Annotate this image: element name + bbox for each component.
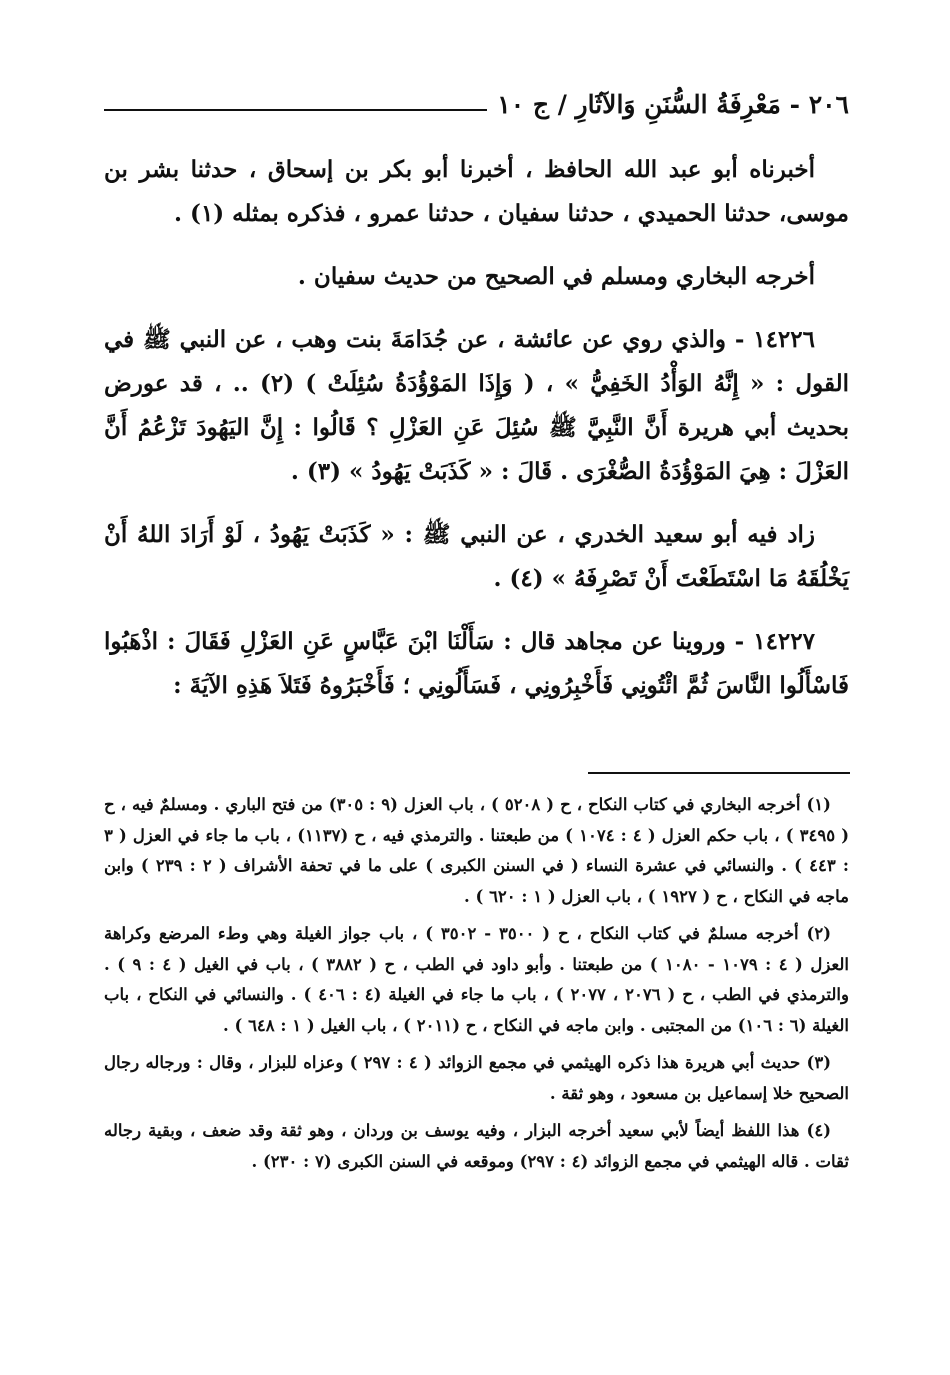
footnote-4: (٤) هذا اللفظ أيضاً لأبي سعيد أخرجه البزار ، وفيه يوسف بن وردان ، وهو ثقة وقد ضعف ، وبقية رجاله ثقات . قاله الهيثمي في مجمع الزوائد (٤ : ٢٩٧) وموقعه في السنن الكبرى (٧ : ٢٣٠) . [104, 1121, 849, 1171]
running-title: ٢٠٦ - مَعْرِفَةُ السُّنَنِ وَالآثَارِ / ج ١٠ [497, 89, 849, 119]
paragraph-14227: ١٤٢٢٧ - وروينا عن مجاهد قال : سَأَلْنَا ابْنَ عَبَّاسٍ عَنِ العَزْلِ فَقَالَ : اذْهَبُوا فَاسْأَلُوا النَّاسَ ثُمَّ ائْتُونِي فَأَخْبِرُونِي ، فَسَأَلُونِي ؛ فَأَخْبَرُوهُ فَتَلاَ هَذِهِ الآيَةَ : [104, 628, 849, 699]
footnote-2: (٢) أخرجه مسلمٌ في كتاب النكاح ، ح ( ٣٥٠٠ - ٣٥٠٢ ) ، باب جواز الغيلة وهي وطء المرضع وكراهة العزل ( ٤ : ١٠٧٩ - ١٠٨٠ ) من طبعتنا . وأبو داود في الطب ، ح ( ٣٨٨٢ ) ، باب في الغيل ( ٤ : ٩ ) . والترمذي في الطب ، ح ( ٢٠٧٦ ، ٢٠٧٧ ) ، باب ما جاء في الغيلة (٤ : ٤٠٦ ) . والنسائي في النكاح ، باب الغيلة (٦ : ١٠٦) من المجتبى . وابن ماجه في النكاح ، ح (٢٠١١ ) ، باب الغيل ( ١ : ٦٤٨ ) . [104, 924, 849, 1035]
paragraph-14226: ١٤٢٢٦ - والذي روي عن عائشة ، عن جُدَامَةَ بنت وهب ، عن النبي ﷺ في القول : « إِنَّهُ الوَأْدُ الخَفِيُّ » ، ( وَإِذَا المَوْؤُدَةُ سُئِلَتْ ) (٢) .. ، قد عورض بحديث أبي هريرة أَنَّ النَّبِيَّ ﷺ سُئِلَ عَنِ العَزْلِ ؟ قَالُوا : إِنَّ اليَهُودَ تَزْعُمُ أَنَّ العَزْلَ : هِيَ المَوْؤُدَةُ الصُّغْرَى . قَالَ : « كَذَبَتْ يَهُودُ » (٣) . [104, 326, 850, 485]
footnote-3: (٣) حديث أبي هريرة هذا ذكره الهيثمي في مجمع الزوائد ( ٤ : ٢٩٧ ) وعزاه للبزار ، وقال : ورجاله رجال الصحيح خلا إسماعيل بن مسعود ، وهو ثقة . [104, 1053, 849, 1103]
page-header [104, 84, 849, 124]
paragraph-abu-said: زاد فيه أبو سعيد الخدري ، عن النبي ﷺ : « كَذَبَتْ يَهُودُ ، لَوْ أَرَادَ اللهُ أَنْ يَخْلُقَهُ مَا اسْتَطَعْتَ أَنْ تَصْرِفَهُ » (٤) . [104, 521, 849, 592]
footnotes [104, 790, 849, 1184]
footnote-1: (١) أخرجه البخاري في كتاب النكاح ، ح ( ٥٢٠٨ ) ، باب العزل (٩ : ٣٠٥) من فتح الباري . ومسلمٌ فيه ، ح ( ٣٤٩٥ ) ، باب حكم العزل ( ٤ : ١٠٧٤ ) من طبعتنا . والترمذي فيه ، ح (١١٣٧) ، باب ما جاء في العزل ( ٣ : ٤٤٣ ) . والنسائي في عشرة النساء ( في السنن الكبرى ) على ما في تحفة الأشراف ( ٢ : ٢٣٩ ) وابن ماجه في النكاح ، ح ( ١٩٢٧ ) ، باب العزل ( ١ : ٦٢٠ ) . [104, 795, 849, 906]
paragraph-takhrij: أخرجه البخاري ومسلم في الصحيح من حديث سفيان . [297, 263, 815, 290]
footnote-separator [588, 772, 850, 774]
header-rule [104, 109, 487, 111]
main-text [104, 148, 849, 727]
paragraph-isnad: أخبرناه أبو عبد الله الحافظ ، أخبرنا أبو بكر بن إسحاق ، حدثنا بشر بن موسى، حدثنا الحميدي ، حدثنا سفيان ، حدثنا عمرو ، فذكره بمثله (١) . [104, 156, 849, 227]
